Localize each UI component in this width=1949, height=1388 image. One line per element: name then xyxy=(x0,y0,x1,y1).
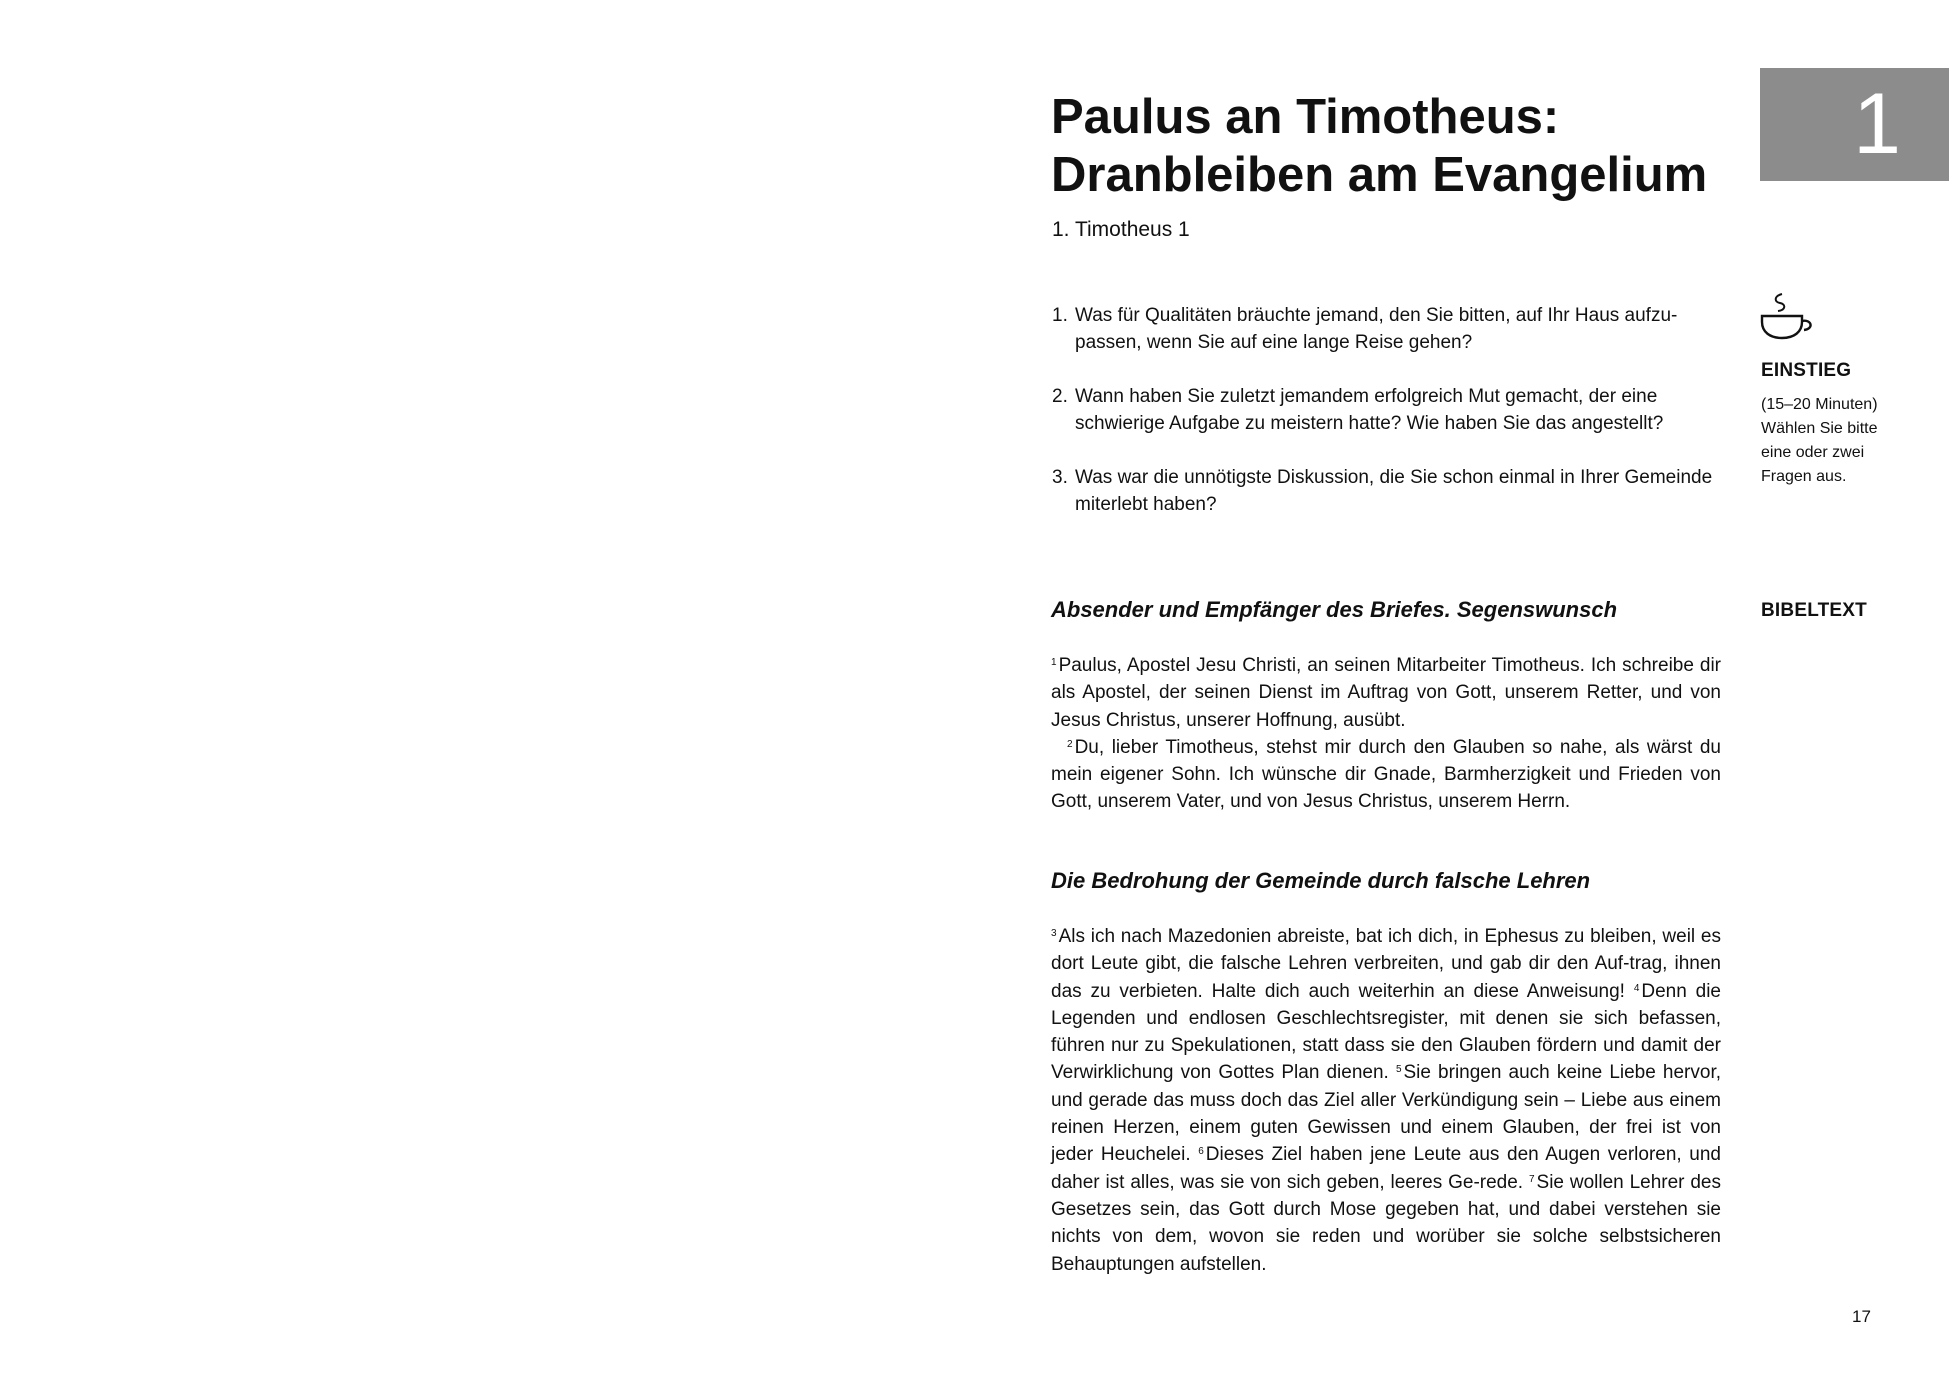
question-item xyxy=(1052,383,1722,437)
verse-text: Dieses Ziel haben jene Leute aus den Augen verloren, und daher ist alles, was sie von sich geben, leeres Ge-rede. xyxy=(1051,1144,1722,1193)
einstieg-label: EINSTIEG xyxy=(1761,360,1852,381)
verse-number: 6 xyxy=(1198,1146,1204,1158)
question-item xyxy=(1052,464,1722,518)
verse-text: Du, lieber Timotheus, stehst mir durch den Glauben so nahe, als wärst du mein eigener Sohn. Ich wünsche dir Gnade, Barmherzigkeit und Frieden von Gott, unserem Vater, und von Jesus Christus, unserem Herrn. xyxy=(1051,736,1721,813)
verse-text: Denn die Legenden und endlosen Geschlechtsregister, mit denen sie sich befassen, führen nur zu Spekulationen, statt dass sie den Glauben fördern und damit der Verwirklichung von Gottes Plan dienen. xyxy=(1051,980,1721,1084)
title-line-1: Paulus an Timotheus: xyxy=(1051,90,1560,144)
verse-number: 1 xyxy=(1051,657,1057,668)
page-number: 17 xyxy=(1852,1307,1871,1326)
question-item xyxy=(1052,302,1722,356)
question-number: 2. xyxy=(1052,386,1068,407)
question-text: Wann haben Sie zuletzt jemandem erfolgreich Mut gemacht, der eine schwierige Aufgabe zu meistern hatte? Wie haben Sie das angestellt? xyxy=(1075,386,1664,434)
question-text: Was für Qualitäten bräuchte jemand, den Sie bitten, auf Ihr Haus aufzu-passen, wenn Sie auf eine lange Reise gehen? xyxy=(1075,305,1678,353)
blank-left-page xyxy=(0,0,974,1388)
verse-number: 2 xyxy=(1067,738,1073,750)
question-text: Was war die unnötigste Diskussion, die Sie schon einmal in Ihrer Gemeinde miterlebt haben? xyxy=(1075,467,1713,515)
bible-reference: 1. Timotheus 1 xyxy=(1052,218,1190,241)
verse-paragraph xyxy=(1051,734,1721,816)
bible-text-1 xyxy=(1051,652,1721,816)
einstieg-duration: (15–20 Minuten) xyxy=(1761,396,1878,413)
einstieg-instruction-2: eine oder zwei xyxy=(1761,444,1865,461)
page-title xyxy=(1051,88,1711,204)
section-heading-2: Die Bedrohung der Gemeinde durch falsche Lehren xyxy=(1051,868,1591,893)
section-heading-1: Absender und Empfänger des Briefes. Segenswunsch xyxy=(1051,597,1618,622)
verse-text: Paulus, Apostel Jesu Christi, an seinen Mitarbeiter Timotheus. Ich schreibe dir als Apostel, der seinen Dienst im Auftrag von Gott, unserem Retter, und von Jesus Christus, unserer Hoffnung, ausübt. xyxy=(1051,655,1721,731)
question-number: 1. xyxy=(1052,305,1068,326)
bible-text-2 xyxy=(1051,923,1721,1278)
coffee-cup-icon xyxy=(1760,292,1816,350)
verse-number: 5 xyxy=(1395,1064,1402,1076)
verse-text: Sie wollen Lehrer des Gesetzes sein, das Gott durch Mose gegeben hat, und dabei verstehen sie nichts von dem, wovon sie reden und worüber sie solche selbstsicheren Behauptungen aufstellen. xyxy=(1051,1171,1721,1275)
title-line-2: Dranbleiben am Evangelium xyxy=(1051,148,1708,202)
verse-text: Als ich nach Mazedonien abreiste, bat ich dich, in Ephesus zu bleiben, weil es dort Leute gibt, die falsche Lehren verbreiten, und gab dir den Auf-trag, ihnen das zu verbieten. Halte dich auch weiterhin an diese Anweisung! xyxy=(1051,926,1721,1002)
einstieg-note xyxy=(1761,393,1911,489)
einstieg-instruction-3: Fragen aus. xyxy=(1761,468,1847,485)
verse-text: Sie bringen auch keine Liebe hervor, und gerade das muss doch das Ziel aller Verkündigung sein – Liebe aus einem reinen Herzen, einem guten Gewissen und einem Glauben, der frei ist von jeder Heuchelei. xyxy=(1051,1062,1721,1166)
verse-number: 3 xyxy=(1051,928,1057,939)
chapter-number-badge: 1 xyxy=(1760,68,1949,181)
question-number: 3. xyxy=(1052,467,1068,488)
verse-paragraph xyxy=(1051,652,1721,734)
verse-number: 4 xyxy=(1633,982,1640,994)
verse-number: 7 xyxy=(1528,1173,1535,1185)
bibeltext-label: BIBELTEXT xyxy=(1761,600,1867,621)
discussion-questions xyxy=(1052,302,1722,545)
einstieg-instruction-1: Wählen Sie bitte xyxy=(1761,420,1878,437)
verse-paragraph xyxy=(1051,923,1721,1278)
